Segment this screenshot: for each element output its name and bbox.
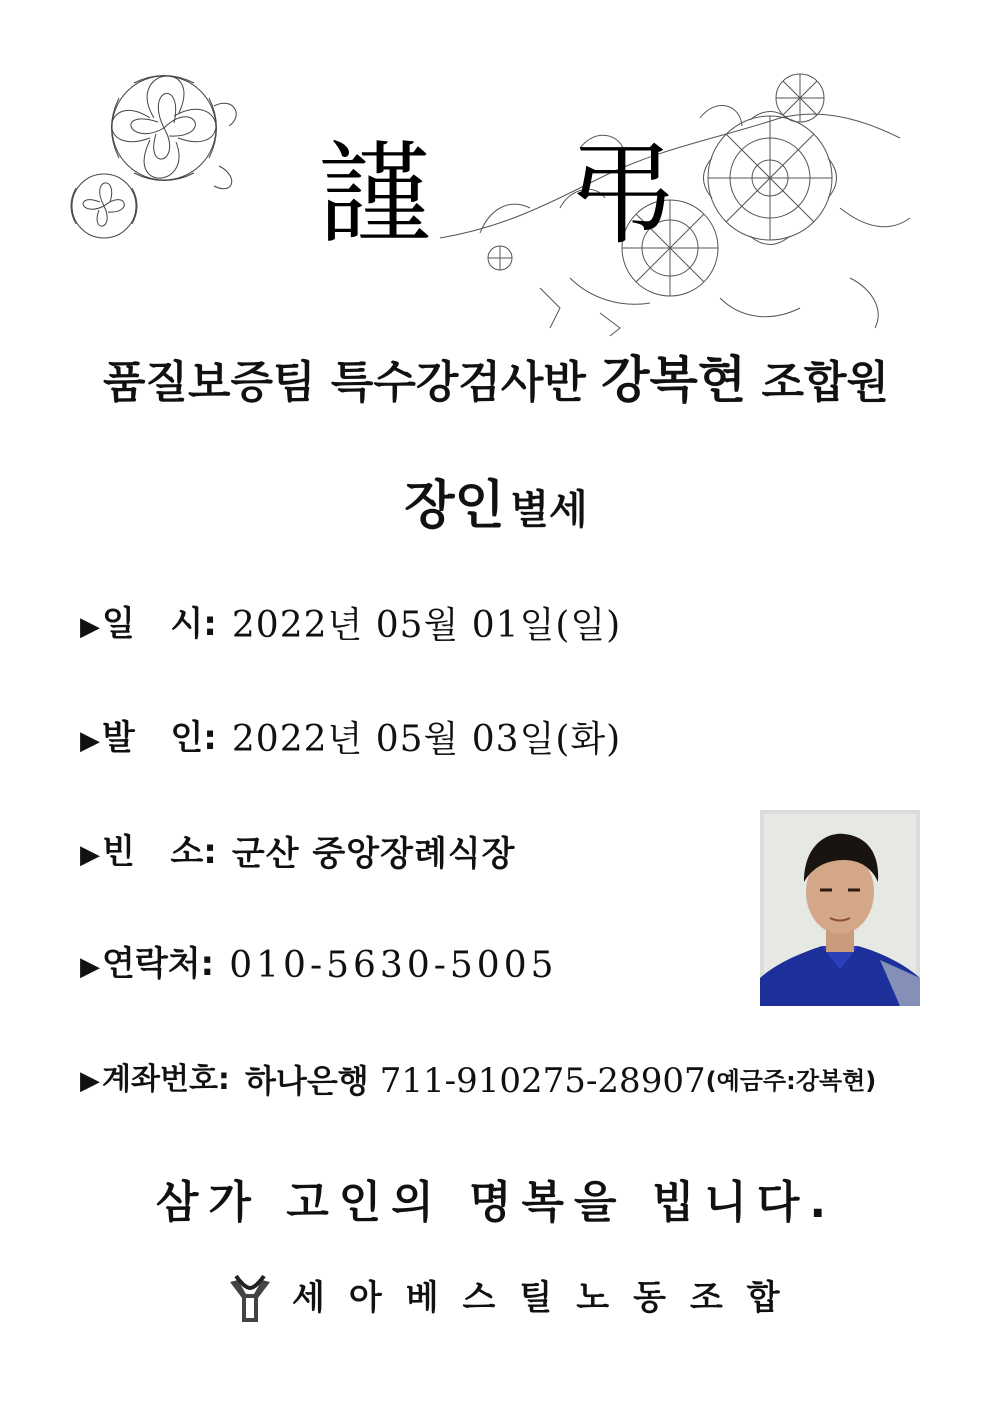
triangle-marker-icon: ▶ [80, 612, 100, 642]
info-value-contact: 010-5630-5005 [229, 944, 558, 986]
triangle-marker-icon: ▶ [80, 840, 100, 870]
headline-department: 품질보증팀 특수강검사반 [103, 357, 586, 408]
event-relation: 장인 [404, 476, 505, 536]
triangle-marker-icon: ▶ [80, 952, 100, 982]
info-row-place [80, 822, 515, 882]
triangle-marker-icon: ▶ [80, 1066, 100, 1096]
event-line [0, 463, 992, 538]
title-character-respect: 謹 [318, 130, 430, 260]
condolence-message: 삼가 고인의 명복을 빕니다. [155, 1177, 837, 1228]
info-label-place: 빈 소: [102, 832, 217, 872]
info-row-account [80, 1050, 876, 1110]
info-value-funeral: 2022년 05월 03일(화) [231, 718, 622, 760]
organization-name: 세아베스틸노동조합 [292, 1278, 804, 1318]
portrait-photo [760, 810, 920, 1006]
headline-member-name: 강복현 [601, 351, 747, 409]
info-value-bank: 하나은행 [245, 1061, 369, 1100]
info-row-contact [80, 934, 558, 994]
info-row-funeral [80, 708, 621, 768]
event-status: 별세 [510, 487, 588, 533]
info-row-date [80, 594, 621, 654]
union-logo-icon [226, 1272, 274, 1324]
headline [0, 340, 992, 423]
info-value-account-holder: (예금주:강복현) [705, 1066, 877, 1095]
info-label-funeral: 발 인: [102, 718, 217, 758]
organization-footer [0, 1268, 992, 1328]
info-label-contact: 연락처: [102, 944, 215, 984]
info-label-date: 일 시: [102, 604, 217, 644]
title-row [0, 130, 992, 260]
info-value-account-number: 711-910275-28907 [379, 1060, 706, 1101]
info-value-place: 군산 중앙장례식장 [231, 833, 516, 874]
headline-member-title: 조합원 [761, 357, 889, 408]
info-value-date: 2022년 05월 01일(일) [231, 604, 622, 646]
triangle-marker-icon: ▶ [80, 726, 100, 756]
title-character-condolence: 弔 [566, 130, 678, 260]
info-label-account: 계좌번호: [102, 1062, 230, 1097]
